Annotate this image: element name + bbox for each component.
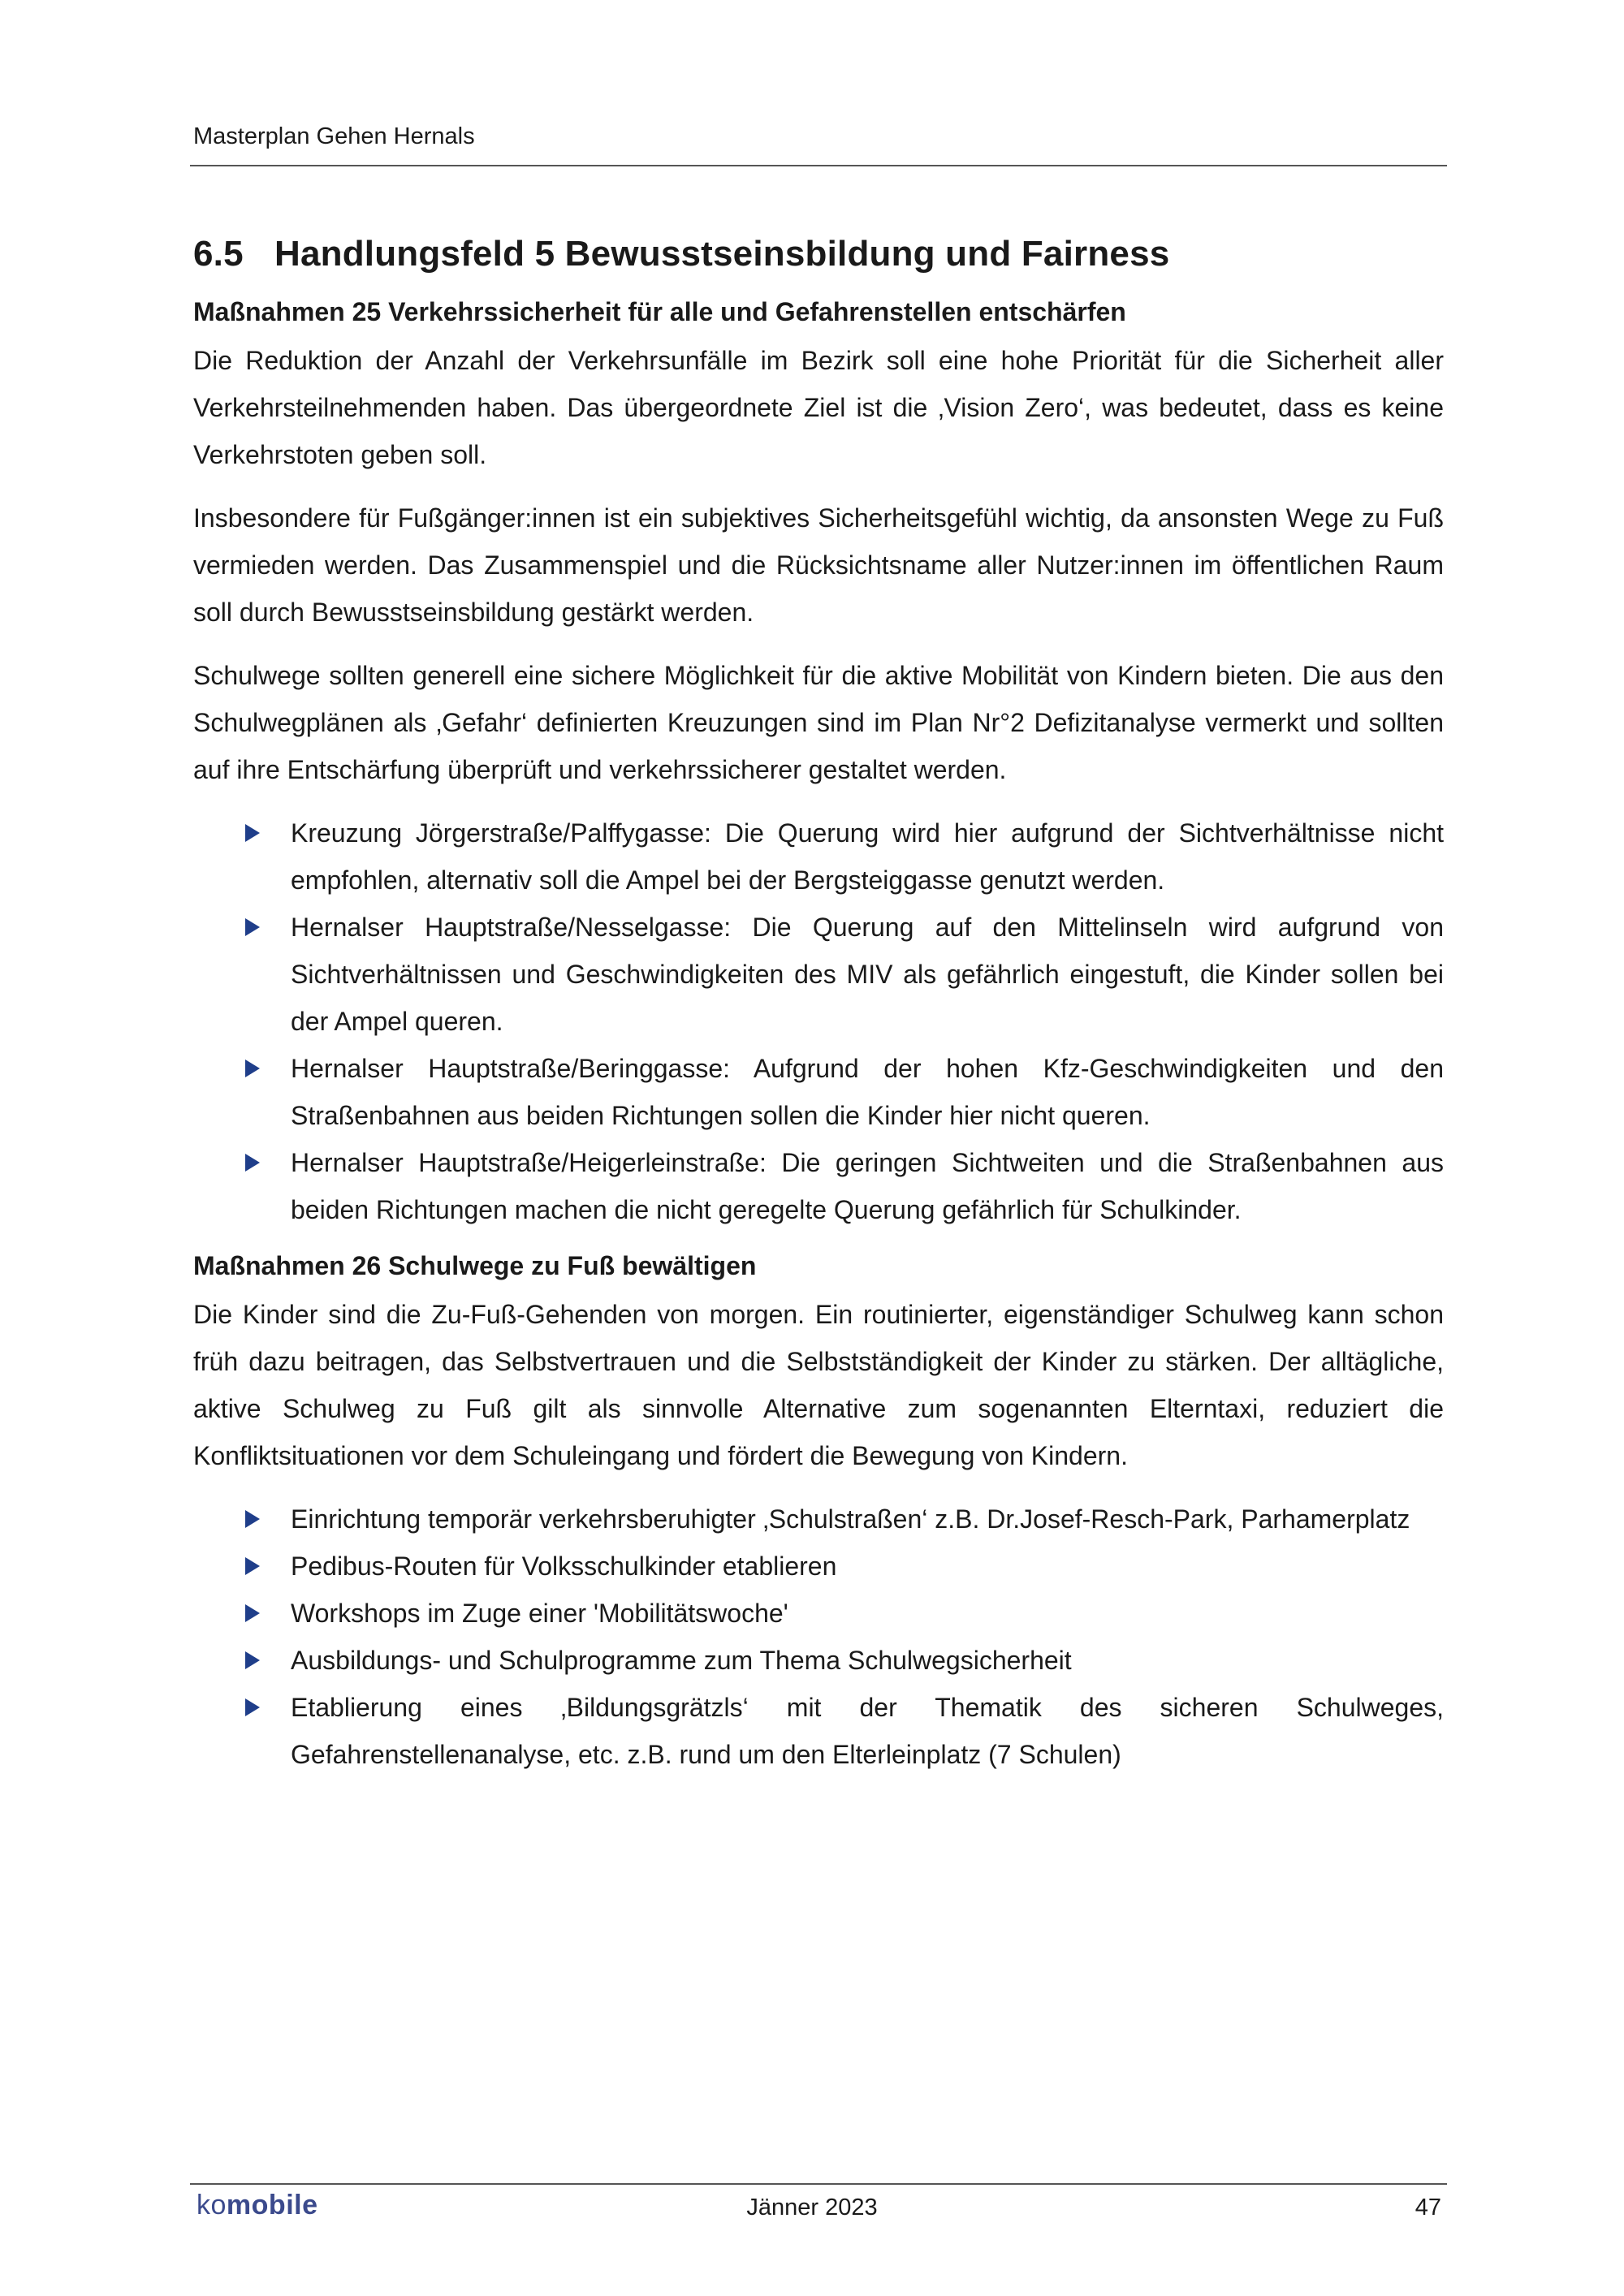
- triangle-bullet-icon: [245, 1154, 260, 1172]
- triangle-bullet-icon: [245, 1698, 260, 1716]
- list-item: Hernalser Hauptstraße/Heigerleinstraße: Die geringen Sichtweiten und die Straßenbahnen aus beiden Richtungen machen die nicht geregelte Querung gefährlich für Schulkinder.: [291, 1139, 1444, 1233]
- list-item: Hernalser Hauptstraße/Beringgasse: Aufgrund der hohen Kfz-Geschwindigkeiten und den Straßenbahnen aus beiden Richtungen sollen die Kinder hier nicht queren.: [291, 1045, 1444, 1139]
- measure-26-heading: Maßnahmen 26 Schulwege zu Fuß bewältigen: [193, 1251, 757, 1280]
- komobile-logo: komobile: [197, 2190, 318, 2220]
- running-header: Masterplan Gehen Hernals: [193, 123, 475, 149]
- paragraph: Die Reduktion der Anzahl der Verkehrsunfälle im Bezirk soll eine hohe Priorität für die Sicherheit aller Verkehrsteilnehmenden haben. Das übergeordnete Ziel ist die ‚Vision Zero‘, was bedeutet, dass es keine Verkehrstoten geben soll.: [193, 346, 1444, 469]
- triangle-bullet-icon: [245, 1604, 260, 1622]
- list-item: Pedibus-Routen für Volksschulkinder etablieren: [291, 1543, 1444, 1590]
- measure-25-heading: Maßnahmen 25 Verkehrssicherheit für alle und Gefahrenstellen entschärfen: [193, 297, 1126, 326]
- triangle-bullet-icon: [245, 824, 260, 842]
- page-content: [193, 234, 1444, 1796]
- measure-26-list: [193, 1495, 1444, 1778]
- section-title: Handlungsfeld 5 Bewusstseinsbildung und Fairness: [274, 234, 1170, 274]
- list-item: Ausbildungs- und Schulprogramme zum Thema Schulwegsicherheit: [291, 1637, 1444, 1684]
- page-number: 47: [1415, 2195, 1441, 2220]
- section-number: 6.5: [193, 234, 244, 274]
- footer-date: Jänner 2023: [746, 2195, 878, 2220]
- list-item: Etablierung eines ‚Bildungsgrätzls‘ mit der Thematik des sicheren Schulweges, Gefahrenstellenanalyse, etc. z.B. rund um den Elterleinplatz (7 Schulen): [291, 1684, 1444, 1778]
- list-item: Hernalser Hauptstraße/Nesselgasse: Die Querung auf den Mittelinseln wird aufgrund von Sichtverhältnissen und Geschwindigkeiten des MIV als gefährlich eingestuft, die Kinder sollen bei der Ampel queren.: [291, 904, 1444, 1045]
- footer-divider: [190, 2183, 1447, 2185]
- triangle-bullet-icon: [245, 1651, 260, 1669]
- triangle-bullet-icon: [245, 1510, 260, 1528]
- triangle-bullet-icon: [245, 1060, 260, 1077]
- list-item: Workshops im Zuge einer 'Mobilitätswoche': [291, 1590, 1444, 1637]
- measure-25-list: [193, 809, 1444, 1233]
- header-divider: [190, 165, 1447, 166]
- list-item: Kreuzung Jörgerstraße/Palffygasse: Die Querung wird hier aufgrund der Sichtverhältnisse nicht empfohlen, alternativ soll die Ampel bei der Bergsteiggasse genutzt werden.: [291, 809, 1444, 904]
- paragraph: Die Kinder sind die Zu-Fuß-Gehenden von morgen. Ein routinierter, eigenständiger Schulweg kann schon früh dazu beitragen, das Selbstvertrauen und die Selbstständigkeit der Kinder zu stärken. Der alltägliche, aktive Schulweg zu Fuß gilt als sinnvolle Alternative zum sogenannten Elterntaxi, reduziert die Konfliktsituationen vor dem Schuleingang und fördert die Bewegung von Kindern.: [193, 1300, 1444, 1470]
- paragraph: Insbesondere für Fußgänger:innen ist ein subjektives Sicherheitsgefühl wichtig, da ansonsten Wege zu Fuß vermieden werden. Das Zusammenspiel und die Rücksichtsname aller Nutzer:innen im öffentlichen Raum soll durch Bewusstseinsbildung gestärkt werden.: [193, 503, 1444, 627]
- list-item: Einrichtung temporär verkehrsberuhigter ‚Schulstraßen‘ z.B. Dr.Josef-Resch-Park, Parhamerplatz: [291, 1495, 1444, 1543]
- triangle-bullet-icon: [245, 918, 260, 936]
- paragraph: Schulwege sollten generell eine sichere Möglichkeit für die aktive Mobilität von Kindern bieten. Die aus den Schulwegplänen als ‚Gefahr‘ definierten Kreuzungen sind im Plan Nr°2 Defizitanalyse vermerkt und sollten auf ihre Entschärfung überprüft und verkehrssicherer gestaltet werden.: [193, 661, 1444, 784]
- section-heading: [193, 234, 1444, 274]
- triangle-bullet-icon: [245, 1557, 260, 1575]
